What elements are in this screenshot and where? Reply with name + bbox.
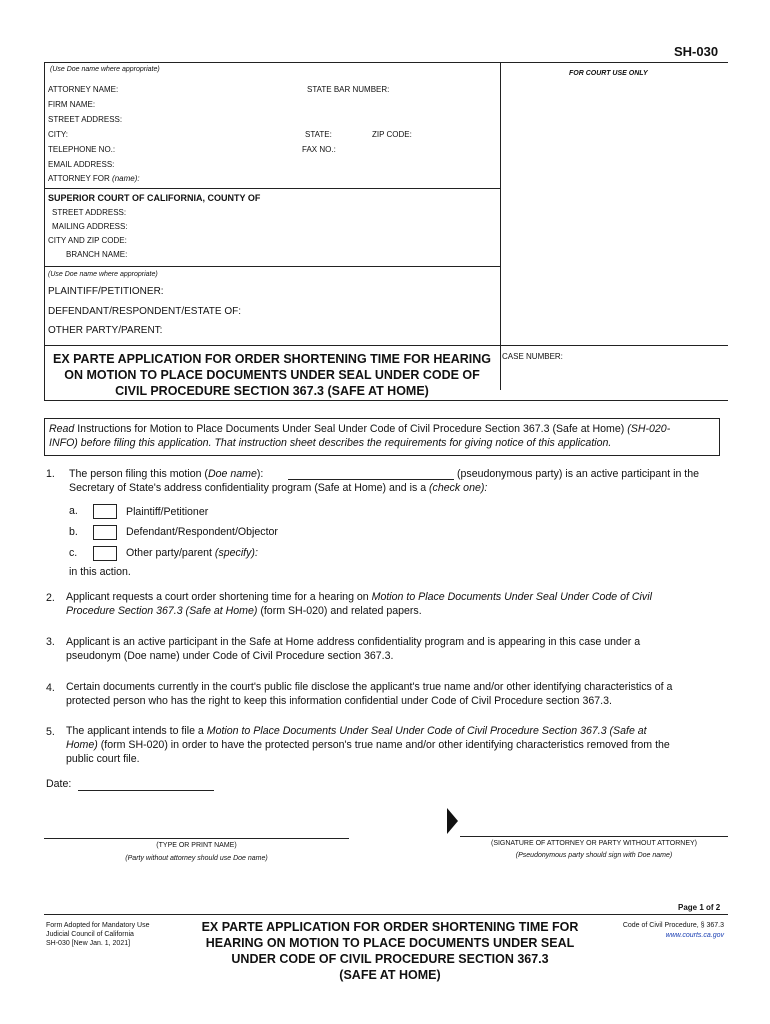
party-doe-note: (Party without attorney should use Doe name) — [125, 855, 268, 862]
courts-url-link[interactable]: www.courts.ca.gov — [665, 932, 724, 939]
item3-text — [66, 635, 726, 663]
item1-line1a: The person filing this motion ( — [69, 468, 208, 480]
defendant-label: DEFENDANT/RESPONDENT/ESTATE OF: — [48, 306, 241, 317]
adopted-line3: SH-030 [New Jan. 1, 2021] — [46, 940, 131, 947]
title-left-border — [44, 345, 45, 401]
footer-title-line3: UNDER CODE OF CIVIL PROCEDURE SECTION 367.3 — [231, 952, 549, 966]
item5-line1 — [66, 724, 726, 738]
opt-c-checkbox[interactable] — [93, 546, 117, 561]
attorney-name-label: ATTORNEY NAME: — [48, 85, 119, 94]
date-field[interactable] — [78, 790, 214, 791]
item2-text — [66, 590, 726, 618]
email-label: EMAIL ADDRESS: — [48, 160, 115, 169]
form-title-line2: ON MOTION TO PLACE DOCUMENTS UNDER SEAL UNDER CODE OF — [64, 368, 480, 382]
court-mailing-label: MAILING ADDRESS: — [52, 222, 128, 231]
item1-line1b: Doe name — [207, 468, 257, 480]
item2-line1 — [66, 590, 726, 604]
item4-line2: protected person who has the right to keep this information confidential under Code of Civil Procedure section 367.3. — [66, 695, 612, 707]
footer-title-line1: EX PARTE APPLICATION FOR ORDER SHORTENING TIME FOR — [201, 920, 579, 934]
telephone-label: TELEPHONE NO.: — [48, 145, 116, 154]
left-border — [44, 62, 45, 390]
instruction-text2: (SH-020- — [627, 423, 671, 435]
top-rule — [44, 62, 728, 63]
opt-a-letter: a. — [69, 505, 78, 517]
instruction-text — [49, 422, 719, 450]
opt-b-label: Defendant/Respondent/Objector — [126, 526, 278, 538]
item5-c: Home) — [66, 739, 98, 751]
signature-label: (SIGNATURE OF ATTORNEY OR PARTY WITHOUT ATTORNEY) — [490, 840, 697, 847]
zip-label: ZIP CODE: — [372, 130, 412, 139]
opt-c-letter: c. — [69, 547, 78, 559]
parties-doe-note: (Use Doe name where appropriate) — [48, 271, 158, 278]
code-citation: Code of Civil Procedure, § 367.3 — [622, 922, 724, 929]
item3-line2: pseudonym (Doe name) under Code of Civil Procedure section 367.3. — [66, 650, 394, 662]
item3-line1: Applicant is an active participant in the Safe at Home address confidentiality program and is appearing in this case under a — [66, 636, 641, 648]
pseudonymous-note: (Pseudonymous party should sign with Doe name) — [515, 852, 673, 859]
date-label: Date: — [46, 778, 72, 790]
title-top-rule — [44, 345, 728, 346]
form-title — [44, 351, 500, 399]
item1-line1c: ): — [256, 468, 264, 480]
adopted-line2: Judicial Council of California — [46, 931, 134, 938]
form-title-line1: EX PARTE APPLICATION FOR ORDER SHORTENING TIME FOR HEARING — [53, 352, 491, 366]
item5-text — [66, 724, 726, 766]
item2-b: Motion to Place Documents Under Seal Under Code of Civil — [371, 591, 652, 603]
court-use-divider — [500, 62, 501, 390]
item4-text — [66, 680, 726, 708]
item1-line2b: (check one): — [429, 482, 488, 494]
item1-number: 1. — [46, 468, 55, 480]
attorney-for-label — [48, 174, 140, 183]
print-name-field[interactable] — [44, 838, 349, 839]
item5-number: 5. — [46, 726, 55, 738]
item5-a: The applicant intends to file a — [66, 725, 207, 737]
other-party-label: OTHER PARTY/PARENT: — [48, 325, 163, 336]
firm-name-label: FIRM NAME: — [48, 100, 96, 109]
item1-line2a: Secretary of State's address confidentiality program (Safe at Home) and is a — [69, 482, 430, 494]
state-bar-label: STATE BAR NUMBER: — [307, 85, 390, 94]
sign-here-arrow-icon — [445, 808, 459, 834]
for-court-use-label: FOR COURT USE ONLY — [569, 70, 648, 77]
adopted-line1: Form Adopted for Mandatory Use — [46, 922, 150, 929]
footer-rule — [44, 914, 728, 915]
instruction-text1: Instructions for Motion to Place Documents Under Seal Under Code of Civil Procedure Section 367.3 (Safe at Home) — [74, 423, 628, 435]
in-this-action: in this action. — [69, 566, 131, 578]
opt-c-specify: (specify): — [214, 547, 258, 559]
opt-c-text: Other party/parent — [126, 547, 215, 559]
item3-number: 3. — [46, 636, 55, 648]
item4-number: 4. — [46, 682, 55, 694]
item2-number: 2. — [46, 592, 55, 604]
court-street-label: STREET ADDRESS: — [52, 208, 127, 217]
item5-d: (form SH-020) in order to have the protected person's true name and/or other identifying characteristics removed from the — [97, 739, 670, 751]
opt-a-label: Plaintiff/Petitioner — [126, 506, 209, 518]
signature-field[interactable] — [460, 836, 728, 837]
fax-label: FAX NO.: — [302, 145, 336, 154]
opt-a-checkbox[interactable] — [93, 504, 117, 519]
instruction-read: Read — [49, 423, 75, 435]
use-doe-note: (Use Doe name where appropriate) — [50, 66, 160, 73]
page-number: Page 1 of 2 — [678, 903, 721, 912]
plaintiff-label: PLAINTIFF/PETITIONER: — [48, 286, 164, 297]
item5-line3: public court file. — [66, 753, 140, 765]
court-title: SUPERIOR COURT OF CALIFORNIA, COUNTY OF — [48, 193, 261, 203]
parties-rule — [44, 266, 500, 267]
attorney-for-text: ATTORNEY FOR — [48, 174, 110, 183]
adopted-block — [46, 921, 150, 948]
opt-c-label — [126, 546, 258, 560]
doe-name-field[interactable] — [288, 479, 454, 480]
form-title-line3: CIVIL PROCEDURE SECTION 367.3 (SAFE AT HOME) — [115, 384, 429, 398]
instruction-line2: INFO) before filing this application. That instruction sheet describes the requirements for giving notice of this application. — [49, 437, 612, 449]
footer-title-line2: HEARING ON MOTION TO PLACE DOCUMENTS UNDER SEAL — [205, 936, 575, 950]
court-branch-label: BRANCH NAME: — [66, 250, 128, 259]
title-bottom-rule — [44, 400, 728, 401]
footer-title-line4: (SAFE AT HOME) — [339, 968, 441, 982]
type-name-label: (TYPE OR PRINT NAME) — [156, 842, 237, 849]
form-number: SH-030 — [674, 44, 719, 59]
city-label: CITY: — [48, 130, 69, 139]
item1-line1d: (pseudonymous party) is an active participant in the — [457, 468, 700, 480]
instruction-line1 — [49, 422, 719, 436]
opt-b-checkbox[interactable] — [93, 525, 117, 540]
case-number-label: CASE NUMBER: — [502, 352, 563, 361]
opt-b-letter: b. — [69, 526, 78, 538]
footer-title — [185, 919, 595, 983]
item5-b: Motion to Place Documents Under Seal Under Code of Civil Procedure Section 367.3 (Safe at — [206, 725, 647, 737]
attorney-for-name: (name): — [112, 174, 140, 183]
item1-line2 — [69, 481, 487, 495]
item2-d: (form SH-020) and related papers. — [257, 605, 422, 617]
item5-line2 — [66, 738, 726, 752]
street-address-label: STREET ADDRESS: — [48, 115, 123, 124]
item2-line2 — [66, 604, 726, 618]
item1-line1 — [69, 467, 263, 481]
item4-line1: Certain documents currently in the court's public file disclose the applicant's true name and/or other identifying characteristics of a — [66, 681, 673, 693]
item2-a: Applicant requests a court order shortening time for a hearing on — [66, 591, 372, 603]
court-city-zip-label: CITY AND ZIP CODE: — [48, 236, 127, 245]
court-rule — [44, 188, 500, 189]
state-label: STATE: — [305, 130, 332, 139]
item2-c: Procedure Section 367.3 (Safe at Home) — [66, 605, 258, 617]
